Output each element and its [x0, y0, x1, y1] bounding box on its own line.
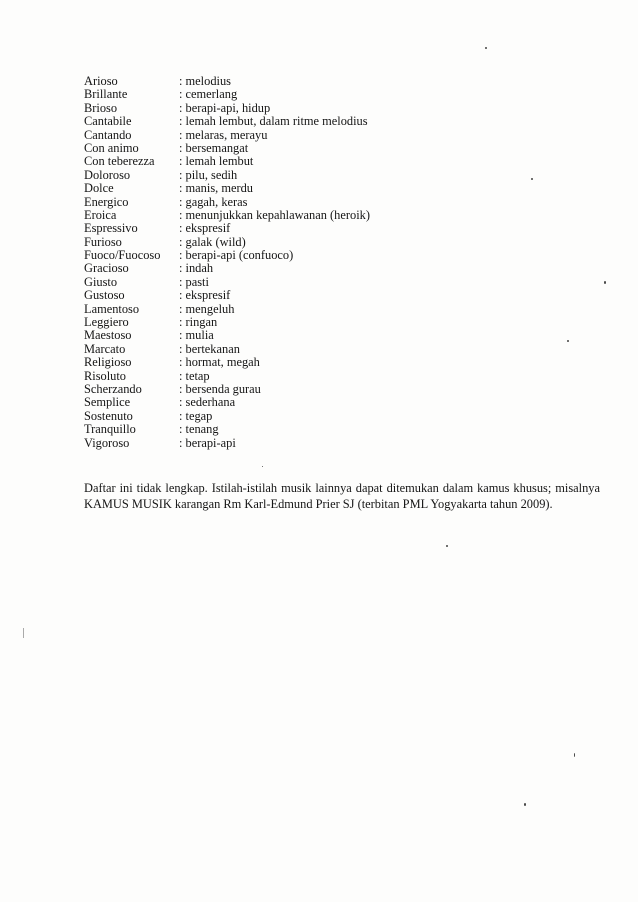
term-meaning: : lemah lembut — [179, 154, 254, 169]
term-meaning: : sederhana — [179, 395, 236, 410]
term-meaning: : bertekanan — [179, 341, 240, 356]
term-meaning: : menunjukkan kepahlawanan (heroik) — [179, 207, 370, 222]
term-meaning: : tegap — [179, 408, 213, 423]
glossary-row — [84, 262, 554, 275]
glossary-row — [84, 115, 554, 128]
scan-speck — [23, 628, 24, 638]
term-meaning: : bersemangat — [179, 140, 249, 155]
scan-speck — [604, 281, 606, 284]
glossary-row — [84, 370, 554, 383]
term-name: Marcato — [84, 341, 126, 356]
term-name: Espressivo — [84, 221, 138, 236]
term-name: Fuoco/Fuocoso — [84, 248, 161, 263]
term-name: Brillante — [84, 87, 128, 102]
glossary-row — [84, 249, 554, 262]
term-meaning: : ekspresif — [179, 221, 231, 236]
term-name: Furioso — [84, 234, 122, 249]
term-meaning: : berapi-api, hidup — [179, 100, 271, 115]
term-meaning: : manis, merdu — [179, 181, 253, 196]
glossary-row — [84, 88, 554, 101]
term-name: Giusto — [84, 274, 118, 289]
term-meaning: : berapi-api — [179, 435, 236, 450]
glossary-row — [84, 155, 554, 168]
term-meaning: : tenang — [179, 422, 219, 437]
glossary-row — [84, 209, 554, 222]
scan-speck — [531, 178, 533, 180]
term-meaning: : galak (wild) — [179, 234, 246, 249]
term-name: Risoluto — [84, 368, 126, 383]
term-name: Scherzando — [84, 381, 142, 396]
term-meaning: : mulia — [179, 328, 214, 343]
term-name: Eroica — [84, 207, 117, 222]
glossary-row — [84, 396, 554, 409]
term-name: Brioso — [84, 100, 118, 115]
glossary-row — [84, 329, 554, 342]
term-meaning: : ringan — [179, 315, 218, 330]
term-name: Religioso — [84, 355, 132, 370]
term-meaning: : pilu, sedih — [179, 167, 238, 182]
glossary-row — [84, 356, 554, 369]
term-name: Con animo — [84, 140, 139, 155]
term-meaning: : ekspresif — [179, 288, 231, 303]
glossary-row — [84, 316, 554, 329]
term-name: Vigoroso — [84, 435, 130, 450]
term-meaning: : lemah lembut, dalam ritme melodius — [179, 114, 368, 129]
term-name: Doloroso — [84, 167, 131, 182]
term-meaning: : bersenda gurau — [179, 381, 261, 396]
closing-note: Daftar ini tidak lengkap. Istilah-istilah musik lainnya dapat ditemukan dalam kamus khusus; misalnya KAMUS MUSIK karangan Rm Karl-Edmund Prier SJ (terbitan PML Yogyakarta tahun 2009). — [84, 481, 600, 512]
scan-speck — [574, 753, 575, 757]
glossary-row — [84, 289, 554, 302]
glossary-row — [84, 75, 554, 88]
term-meaning: : tetap — [179, 368, 210, 383]
glossary-row — [84, 410, 554, 423]
term-name: Sostenuto — [84, 408, 133, 423]
glossary-row — [84, 383, 554, 396]
term-name: Lamentoso — [84, 301, 140, 316]
glossary-row — [84, 169, 554, 182]
term-name: Energico — [84, 194, 129, 209]
term-name: Con teberezza — [84, 154, 155, 169]
term-meaning: : cemerlang — [179, 87, 238, 102]
term-name: Gracioso — [84, 261, 129, 276]
term-name: Cantabile — [84, 114, 132, 129]
term-name: Maestoso — [84, 328, 132, 343]
scan-speck — [262, 466, 263, 467]
glossary-row — [84, 102, 554, 115]
glossary-row — [84, 423, 554, 436]
glossary-row — [84, 236, 554, 249]
glossary-row — [84, 142, 554, 155]
term-meaning: : indah — [179, 261, 214, 276]
term-meaning: : gagah, keras — [179, 194, 248, 209]
term-name: Arioso — [84, 74, 118, 88]
glossary-row — [84, 182, 554, 195]
term-name: Dolce — [84, 181, 114, 196]
term-name: Tranquillo — [84, 422, 136, 437]
term-meaning: : berapi-api (confuoco) — [179, 248, 294, 263]
term-meaning: : mengeluh — [179, 301, 235, 316]
glossary-row — [84, 437, 554, 450]
term-name: Cantando — [84, 127, 132, 142]
term-name: Gustoso — [84, 288, 125, 303]
term-meaning: : pasti — [179, 274, 209, 289]
scan-speck — [485, 47, 487, 49]
music-term-glossary — [84, 75, 554, 450]
term-meaning: : hormat, megah — [179, 355, 260, 370]
scan-speck — [446, 545, 448, 547]
glossary-row — [84, 343, 554, 356]
scan-speck — [567, 340, 569, 342]
glossary-row — [84, 196, 554, 209]
scan-speck — [524, 803, 526, 806]
glossary-row — [84, 276, 554, 289]
term-meaning: : melaras, merayu — [179, 127, 268, 142]
glossary-row — [84, 129, 554, 142]
term-meaning: : melodius — [179, 74, 231, 88]
term-name: Semplice — [84, 395, 131, 410]
glossary-row — [84, 303, 554, 316]
glossary-row — [84, 222, 554, 235]
term-name: Leggiero — [84, 315, 129, 330]
